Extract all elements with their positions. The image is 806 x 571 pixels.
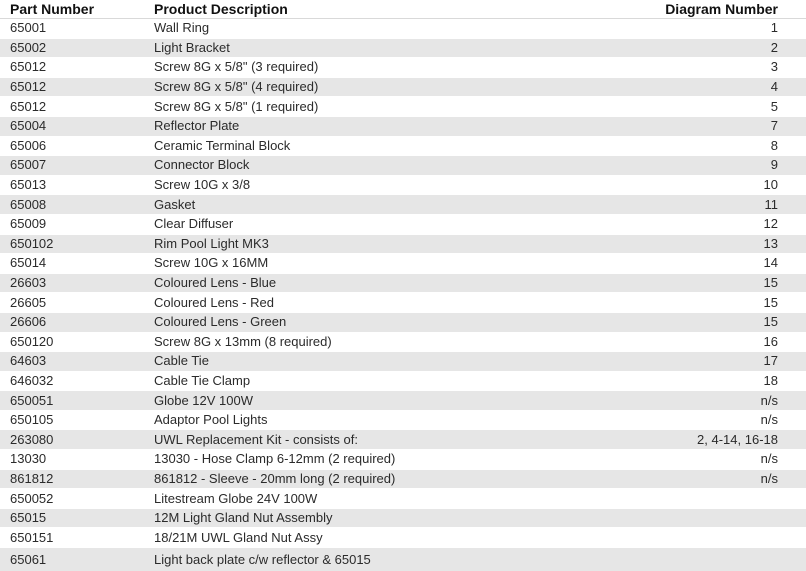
diagram-number-cell: 2 xyxy=(614,38,806,58)
description-cell: Gasket xyxy=(144,195,614,215)
diagram-number-cell: 16 xyxy=(614,332,806,352)
diagram-number-cell: 11 xyxy=(614,195,806,215)
diagram-number-cell: n/s xyxy=(614,450,806,470)
description-cell: Coloured Lens - Blue xyxy=(144,273,614,293)
description-cell: Cable Tie xyxy=(144,352,614,372)
table-row xyxy=(0,352,806,372)
description-cell: Connector Block xyxy=(144,156,614,176)
description-cell: Adaptor Pool Lights xyxy=(144,410,614,430)
diagram-number-cell xyxy=(614,528,806,548)
diagram-number-cell: 9 xyxy=(614,156,806,176)
table-row xyxy=(0,450,806,470)
part-number-cell: 65008 xyxy=(0,195,144,215)
diagram-number-cell: 3 xyxy=(614,58,806,78)
diagram-number-cell: 14 xyxy=(614,254,806,274)
table-header xyxy=(0,0,806,19)
part-number-cell: 26606 xyxy=(0,312,144,332)
diagram-number-cell: 4 xyxy=(614,77,806,97)
diagram-number-cell: 12 xyxy=(614,214,806,234)
diagram-number-cell xyxy=(614,489,806,509)
table-row xyxy=(0,391,806,411)
table-row xyxy=(0,332,806,352)
part-number-cell: 646032 xyxy=(0,371,144,391)
table-row xyxy=(0,528,806,548)
description-cell: Globe 12V 100W xyxy=(144,391,614,411)
table-row xyxy=(0,116,806,136)
table-row xyxy=(0,19,806,39)
description-cell: 18/21M UWL Gland Nut Assy xyxy=(144,528,614,548)
part-number-cell: 65004 xyxy=(0,116,144,136)
part-number-cell: 26605 xyxy=(0,293,144,313)
description-cell: Coloured Lens - Green xyxy=(144,312,614,332)
header-row xyxy=(0,0,806,19)
part-number-cell: 650151 xyxy=(0,528,144,548)
part-number-cell: 65007 xyxy=(0,156,144,176)
diagram-number-cell: 15 xyxy=(614,273,806,293)
part-number-cell: 263080 xyxy=(0,430,144,450)
table-row xyxy=(0,273,806,293)
description-cell: Light back plate c/w reflector & 65015 xyxy=(144,548,614,571)
part-number-cell: 861812 xyxy=(0,469,144,489)
table-row xyxy=(0,58,806,78)
part-number-cell: 65009 xyxy=(0,214,144,234)
diagram-number-cell: 7 xyxy=(614,116,806,136)
part-number-cell: 650052 xyxy=(0,489,144,509)
description-cell: UWL Replacement Kit - consists of: xyxy=(144,430,614,450)
part-number-cell: 26603 xyxy=(0,273,144,293)
description-cell: Coloured Lens - Red xyxy=(144,293,614,313)
description-cell: Screw 8G x 13mm (8 required) xyxy=(144,332,614,352)
header-diagram-number: Diagram Number xyxy=(614,0,806,19)
part-number-cell: 65014 xyxy=(0,254,144,274)
part-number-cell: 65001 xyxy=(0,19,144,39)
table-row xyxy=(0,489,806,509)
description-cell: Clear Diffuser xyxy=(144,214,614,234)
table-row xyxy=(0,156,806,176)
diagram-number-cell: 13 xyxy=(614,234,806,254)
part-number-cell: 65006 xyxy=(0,136,144,156)
diagram-number-cell: n/s xyxy=(614,469,806,489)
table-row xyxy=(0,175,806,195)
table-row xyxy=(0,293,806,313)
description-cell: 861812 - Sleeve - 20mm long (2 required) xyxy=(144,469,614,489)
description-cell: Ceramic Terminal Block xyxy=(144,136,614,156)
diagram-number-cell: 1 xyxy=(614,19,806,39)
diagram-number-cell: 15 xyxy=(614,293,806,313)
table-row xyxy=(0,469,806,489)
part-number-cell: 65012 xyxy=(0,77,144,97)
diagram-number-cell: 18 xyxy=(614,371,806,391)
diagram-number-cell: 5 xyxy=(614,97,806,117)
part-number-cell: 13030 xyxy=(0,450,144,470)
table-row xyxy=(0,548,806,571)
table-row xyxy=(0,430,806,450)
description-cell: Screw 8G x 5/8" (4 required) xyxy=(144,77,614,97)
description-cell: Screw 10G x 3/8 xyxy=(144,175,614,195)
part-number-cell: 65012 xyxy=(0,97,144,117)
part-number-cell: 650102 xyxy=(0,234,144,254)
diagram-number-cell xyxy=(614,508,806,528)
table-row xyxy=(0,214,806,234)
diagram-number-cell: 2, 4-14, 16-18 xyxy=(614,430,806,450)
table-row xyxy=(0,508,806,528)
table-row xyxy=(0,97,806,117)
description-cell: Cable Tie Clamp xyxy=(144,371,614,391)
description-cell: Screw 8G x 5/8" (1 required) xyxy=(144,97,614,117)
description-cell: 13030 - Hose Clamp 6-12mm (2 required) xyxy=(144,450,614,470)
table-row xyxy=(0,410,806,430)
header-product-description: Product Description xyxy=(144,0,614,19)
table-row xyxy=(0,136,806,156)
part-number-cell: 64603 xyxy=(0,352,144,372)
diagram-number-cell: n/s xyxy=(614,410,806,430)
part-number-cell: 65002 xyxy=(0,38,144,58)
description-cell: Screw 10G x 16MM xyxy=(144,254,614,274)
table-row xyxy=(0,195,806,215)
header-part-number: Part Number xyxy=(0,0,144,19)
description-cell: 12M Light Gland Nut Assembly xyxy=(144,508,614,528)
description-cell: Reflector Plate xyxy=(144,116,614,136)
part-number-cell: 65061 xyxy=(0,548,144,571)
description-cell: Wall Ring xyxy=(144,19,614,39)
table-row xyxy=(0,234,806,254)
part-number-cell: 65012 xyxy=(0,58,144,78)
diagram-number-cell xyxy=(614,548,806,571)
part-number-cell: 65013 xyxy=(0,175,144,195)
table-row xyxy=(0,371,806,391)
part-number-cell: 650105 xyxy=(0,410,144,430)
diagram-number-cell: n/s xyxy=(614,391,806,411)
part-number-cell: 65015 xyxy=(0,508,144,528)
diagram-number-cell: 15 xyxy=(614,312,806,332)
table-body xyxy=(0,19,806,571)
table-row xyxy=(0,77,806,97)
description-cell: Screw 8G x 5/8" (3 required) xyxy=(144,58,614,78)
table-row xyxy=(0,254,806,274)
part-number-cell: 650120 xyxy=(0,332,144,352)
description-cell: Litestream Globe 24V 100W xyxy=(144,489,614,509)
description-cell: Light Bracket xyxy=(144,38,614,58)
description-cell: Rim Pool Light MK3 xyxy=(144,234,614,254)
table-row xyxy=(0,38,806,58)
table-row xyxy=(0,312,806,332)
part-number-cell: 650051 xyxy=(0,391,144,411)
diagram-number-cell: 17 xyxy=(614,352,806,372)
diagram-number-cell: 8 xyxy=(614,136,806,156)
diagram-number-cell: 10 xyxy=(614,175,806,195)
